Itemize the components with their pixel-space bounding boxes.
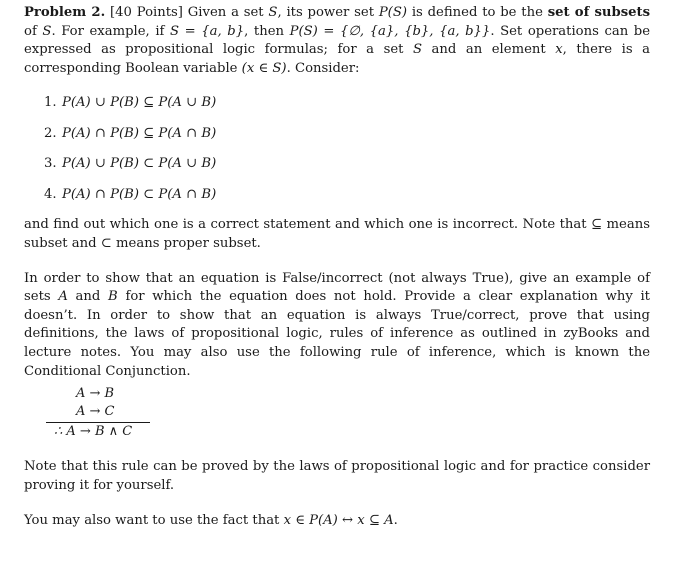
document-page bbox=[24, 4, 650, 531]
math-power-set: P(S) bbox=[378, 5, 408, 20]
method-paragraph bbox=[24, 270, 650, 382]
math-set-B: B bbox=[108, 289, 118, 305]
statement-number: 2. bbox=[44, 125, 57, 141]
paragraph-text: for which the equation does not hold. Provide a clear explanation why it doesn’t. In order to show that an equation is always True/correct, prove that using definitions, the laws of propositional logic, rules of inference as outlined in zyBooks and lecture notes. You may also use the following rule of inference, which is known the Conditional Conjunction. bbox=[24, 289, 650, 379]
list-item bbox=[44, 180, 650, 211]
statement-list bbox=[24, 88, 650, 210]
math-example-S: S = {a, b} bbox=[170, 23, 245, 39]
intro-text: , there is a corresponding Boolean variable bbox=[24, 42, 650, 76]
math-example-P: P(S) = {∅, {a}, {b}, {a, b}} bbox=[289, 23, 491, 39]
hint-paragraph bbox=[24, 512, 650, 531]
problem-points: [40 Points] bbox=[110, 5, 183, 20]
paragraph-text: In order to show that an equation is False/incorrect (not always True), give an example of sets bbox=[24, 270, 650, 305]
rule-premise: A → C bbox=[76, 404, 115, 420]
list-item bbox=[44, 149, 650, 180]
math-fact: x ∈ P(A) ↔ x ⊆ A bbox=[283, 513, 394, 529]
intro-text: , its power set bbox=[277, 5, 374, 20]
intro-text: , then bbox=[244, 23, 285, 39]
note-paragraph: Note that this rule can be proved by the laws of propositional logic and for practice consider proving it for yourself. bbox=[24, 459, 650, 493]
intro-text: and an element bbox=[431, 42, 546, 58]
math-element-x: x bbox=[555, 42, 563, 58]
intro-text: . Set operations can be expressed as propositional logic formulas; for a set bbox=[24, 23, 651, 58]
intro-text: . For example, if bbox=[51, 23, 165, 39]
statement-expression: P(A) ∪ P(B) ⊆ P(A ∪ B) bbox=[62, 95, 217, 111]
intro-text: of bbox=[24, 23, 37, 39]
paragraph-text: You may also want to use the fact that bbox=[24, 513, 280, 529]
list-item bbox=[44, 119, 650, 150]
paragraph-text: and bbox=[75, 289, 101, 305]
problem-intro-paragraph bbox=[24, 4, 650, 78]
statement-number: 3. bbox=[44, 156, 57, 172]
statement-number: 4. bbox=[44, 186, 57, 202]
inference-rule bbox=[46, 385, 150, 441]
rule-premise: A → B bbox=[76, 386, 115, 402]
math-subset-symbol: ⊂ bbox=[100, 235, 112, 251]
statement-number: 1. bbox=[44, 95, 57, 111]
paragraph-text: means subset and bbox=[24, 217, 650, 251]
list-item bbox=[44, 88, 650, 119]
math-set-A: A bbox=[58, 289, 68, 305]
math-subseteq-symbol: ⊆ bbox=[591, 217, 603, 233]
math-set-S: S bbox=[268, 5, 278, 20]
intro-text: Given a set bbox=[187, 5, 264, 20]
statement-expression: P(A) ∩ P(B) ⊆ P(A ∩ B) bbox=[62, 125, 217, 141]
statement-expression: P(A) ∩ P(B) ⊂ P(A ∩ B) bbox=[62, 186, 217, 202]
statement-expression: P(A) ∪ P(B) ⊂ P(A ∪ B) bbox=[62, 156, 217, 172]
paragraph-text: and find out which one is a correct statement and which one is incorrect. Note that bbox=[24, 217, 587, 233]
paragraph-text: means proper subset. bbox=[116, 235, 261, 251]
paragraph-text: . bbox=[393, 513, 398, 529]
math-boolean-variable: (x ∈ S) bbox=[241, 60, 287, 76]
intro-text: is defined to be the bbox=[411, 5, 543, 20]
math-set-S: S bbox=[412, 42, 423, 58]
bold-term: set of subsets bbox=[547, 5, 651, 20]
math-set-S: S bbox=[42, 23, 52, 39]
instruction-paragraph bbox=[24, 216, 650, 253]
rule-conclusion: ∴ A → B ∧ C bbox=[54, 424, 133, 440]
problem-label: Problem 2. bbox=[24, 5, 106, 20]
intro-text: . Consider: bbox=[286, 60, 360, 76]
